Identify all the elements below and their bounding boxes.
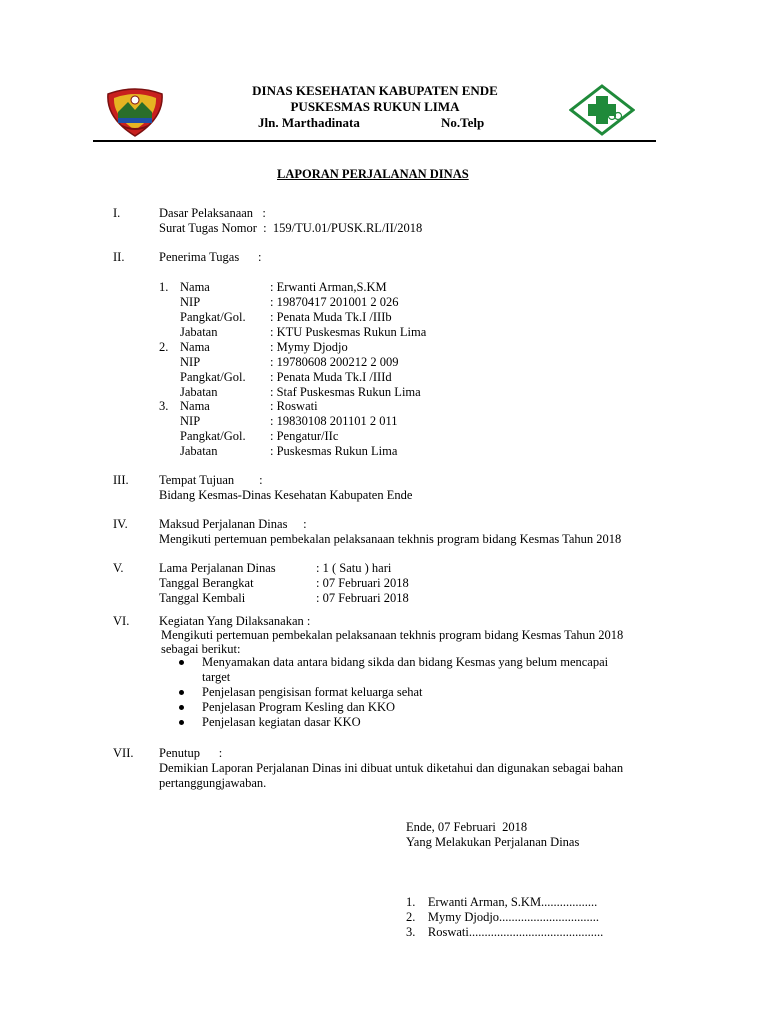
duration-value: : 1 ( Satu ) hari (316, 561, 392, 575)
person-2-name: : Mymy Djodjo (270, 340, 348, 354)
person-3-rank-label: Pangkat/Gol. (180, 429, 246, 443)
departure-label: Tanggal Berangkat (159, 576, 254, 590)
section-7-label: Penutup : (159, 746, 223, 760)
person-1-nip: : 19870417 201001 2 026 (270, 295, 399, 309)
activity-1-line1: Menyamakan data antara bidang sikda dan bidang Kesmas yang belum mencapai (202, 655, 609, 669)
person-2-rank: : Penata Muda Tk.I /IIId (270, 370, 392, 384)
return-label: Tanggal Kembali (159, 591, 246, 605)
person-1-position-label: Jabatan (180, 325, 218, 339)
header-divider (93, 140, 656, 142)
signatory-caption: Yang Melakukan Perjalanan Dinas (406, 835, 580, 849)
section-6-line1: Mengikuti pertemuan pembekalan pelaksanaan tekhnis program bidang Kesmas Tahun 2018 (161, 628, 624, 642)
person-1-num: 1. (159, 280, 169, 294)
header-telp: No.Telp (441, 115, 485, 130)
section-5-num: V. (113, 561, 124, 575)
person-3-nip: : 19830108 201101 2 011 (270, 414, 398, 428)
section-2-label: Penerima Tugas : (159, 250, 262, 264)
place-date: Ende, 07 Februari 2018 (406, 820, 528, 834)
person-2-num: 2. (159, 340, 169, 354)
section-7-num: VII. (113, 746, 134, 760)
section-1-num: I. (113, 206, 121, 220)
section-6-line2: sebagai berikut: (161, 642, 241, 656)
signature-line-3: 3. Roswati........................................... (406, 925, 604, 939)
person-2-nip-label: NIP (180, 355, 201, 369)
bullet-4-icon (179, 720, 184, 725)
header-line1: DINAS KESEHATAN KABUPATEN ENDE (252, 83, 498, 98)
person-3-nip-label: NIP (180, 414, 201, 428)
section-6-num: VI. (113, 614, 130, 628)
section-3-label: Tempat Tujuan : (159, 473, 263, 487)
person-2-name-label: Nama (180, 340, 210, 354)
section-3-num: III. (113, 473, 129, 487)
person-3-name-label: Nama (180, 399, 210, 413)
closing-statement-line1: Demikian Laporan Perjalanan Dinas ini dibuat untuk diketahui dan digunakan sebagai bahan (159, 761, 624, 775)
activity-4: Penjelasan kegiatan dasar KKO (202, 715, 361, 729)
person-3-num: 3. (159, 399, 169, 413)
person-3-position-label: Jabatan (180, 444, 218, 458)
header-line2: PUSKESMAS RUKUN LIMA (290, 99, 460, 114)
person-3-name: : Roswati (270, 399, 318, 413)
section-4-purpose: Mengikuti pertemuan pembekalan pelaksanaan tekhnis program bidang Kesmas Tahun 2018 (159, 532, 622, 546)
duration-label: Lama Perjalanan Dinas (159, 561, 276, 575)
bullet-1-icon (179, 660, 184, 665)
section-2-num: II. (113, 250, 125, 264)
bullet-2-icon (179, 690, 184, 695)
person-3-rank: : Pengatur/IIc (270, 429, 339, 443)
person-2-position: : Staf Puskesmas Rukun Lima (270, 385, 421, 399)
person-1-name-label: Nama (180, 280, 210, 294)
person-2-nip: : 19780608 200212 2 009 (270, 355, 399, 369)
person-1-rank: : Penata Muda Tk.I /IIIb (270, 310, 392, 324)
person-2-position-label: Jabatan (180, 385, 218, 399)
activity-1-line2: target (202, 670, 231, 684)
person-1-position: : KTU Puskesmas Rukun Lima (270, 325, 427, 339)
person-1-rank-label: Pangkat/Gol. (180, 310, 246, 324)
section-1-letter: Surat Tugas Nomor : 159/TU.01/PUSK.RL/II/2018 (159, 221, 423, 235)
section-4-num: IV. (113, 517, 128, 531)
return-value: : 07 Februari 2018 (316, 591, 409, 605)
page-title: LAPORAN PERJALANAN DINAS (277, 167, 469, 181)
section-4-label: Maksud Perjalanan Dinas : (159, 517, 307, 531)
person-3-position: : Puskesmas Rukun Lima (270, 444, 398, 458)
activity-3: Penjelasan Program Kesling dan KKO (202, 700, 396, 714)
person-2-rank-label: Pangkat/Gol. (180, 370, 246, 384)
signature-line-2: 2. Mymy Djodjo................................ (406, 910, 600, 924)
activity-2: Penjelasan pengisisan format keluarga sehat (202, 685, 423, 699)
section-1-label: Dasar Pelaksanaan : (159, 206, 266, 220)
section-3-destination: Bidang Kesmas-Dinas Kesehatan Kabupaten Ende (159, 488, 413, 502)
departure-value: : 07 Februari 2018 (316, 576, 409, 590)
person-1-name: : Erwanti Arman,S.KM (270, 280, 387, 294)
header-address: Jln. Marthadinata (258, 115, 360, 130)
signature-line-1: 1. Erwanti Arman, S.KM.................. (406, 895, 598, 909)
section-6-label: Kegiatan Yang Dilaksanakan : (159, 614, 311, 628)
bullet-3-icon (179, 705, 184, 710)
person-1-nip-label: NIP (180, 295, 201, 309)
closing-statement-line2: pertanggungjawaban. (159, 776, 267, 790)
